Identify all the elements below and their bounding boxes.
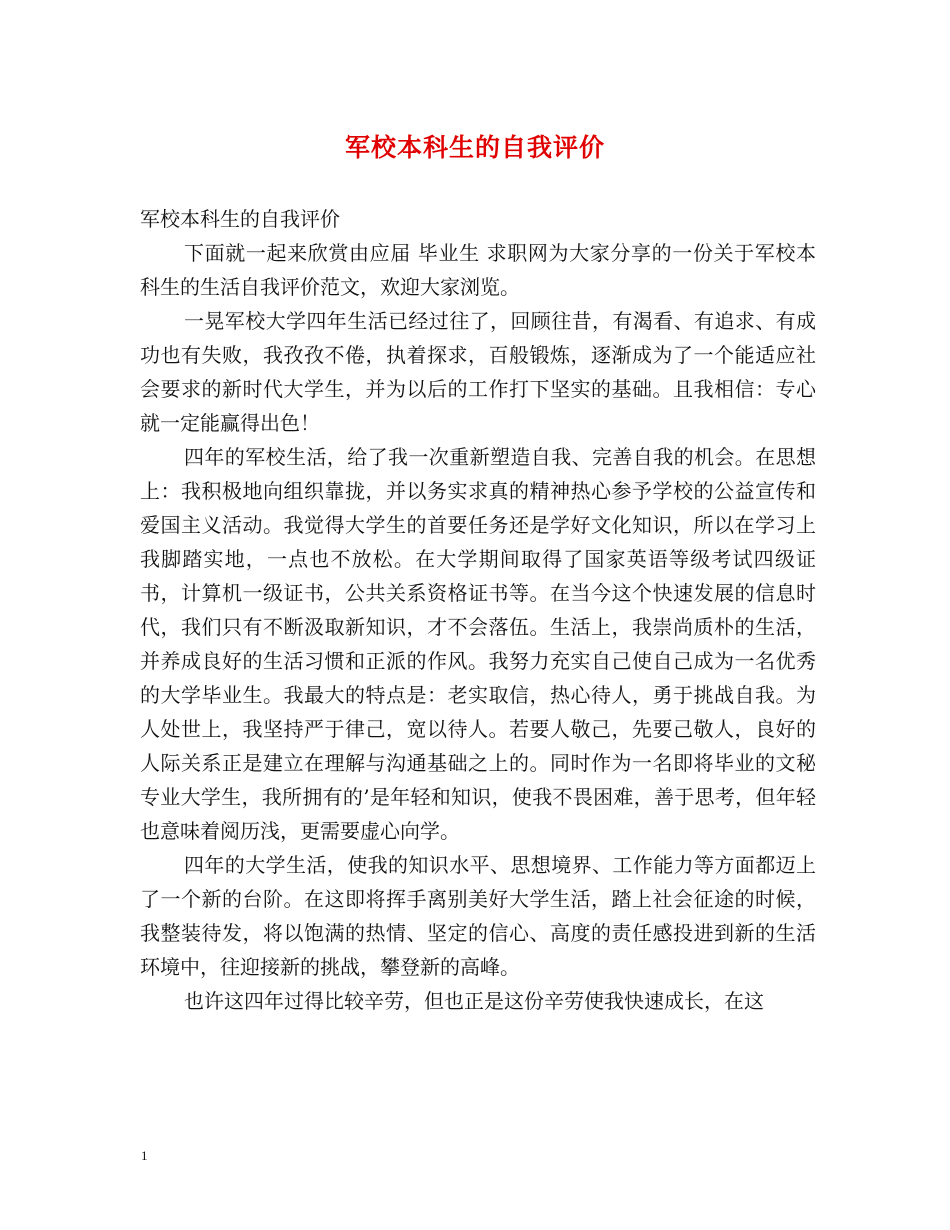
paragraph-reflection: 一晃军校大学四年生活已经过往了，回顾往昔，有渴看、有追求、有成功也有失败，我孜孜不倦，执着探求，百般锻炼，逐渐成为了一个能适应社会要求的新时代大学生，并为以后的工作打下坚实的基础。且我相信：专心就一定能赢得出色！ xyxy=(140,309,816,435)
document-subtitle: 军校本科生的自我评价 xyxy=(140,207,340,231)
paragraph-military-school-life: 四年的军校生活，给了我一次重新塑造自我、完善自我的机会。在思想上：我积极地向组织靠拢，并以务实求真的精神热心参予学校的公益宣传和爱国主义活动。我觉得大学生的首要任务还是学好文化知识，所以在学习上我脚踏实地，一点也不放松。在大学期间取得了国家英语等级考试四级证书，计算机一级证书，公共关系资格证书等。在当今这个快速发展的信息时代，我们只有不断汲取新知识，才不会落伍。生活上，我崇尚质朴的生活，并养成良好的生活习惯和正派的作风。我努力充实自己使自己成为一名优秀的大学毕业生。我最大的特点是：老实取信，热心待人，勇于挑战自我。为人处世上，我坚持严于律己，宽以待人。若要人敬己，先要己敬人，良好的人际关系正是建立在理解与沟通基础之上的。同时作为一名即将毕业的文秘专业大学生，我所拥有的’是年轻和知识，使我不畏困难，善于思考，但年轻也意味着阅历浅，更需要虚心向学。 xyxy=(140,445,816,843)
document-title: 军校本科生的自我评价 xyxy=(344,133,605,162)
paragraph-university-life: 四年的大学生活，使我的知识水平、思想境界、工作能力等方面都迈上了一个新的台阶。在这即将挥手离别美好大学生活，踏上社会征途的时候，我整装待发，将以饱满的热情、坚定的信心、高度的责任感投进到新的生活环境中，往迎接新的挑战，攀登新的高峰。 xyxy=(140,853,816,979)
document-body xyxy=(140,202,816,1018)
paragraph-continued: 也许这四年过得比较辛劳，但也正是这份辛劳使我快速成长，在这 xyxy=(184,989,764,1013)
page-number: 1 xyxy=(141,1148,148,1163)
paragraph-intro: 下面就一起来欣赏由应届 毕业生 求职网为大家分享的一份关于军校本科生的生活自我评价范文，欢迎大家浏览。 xyxy=(140,241,816,299)
